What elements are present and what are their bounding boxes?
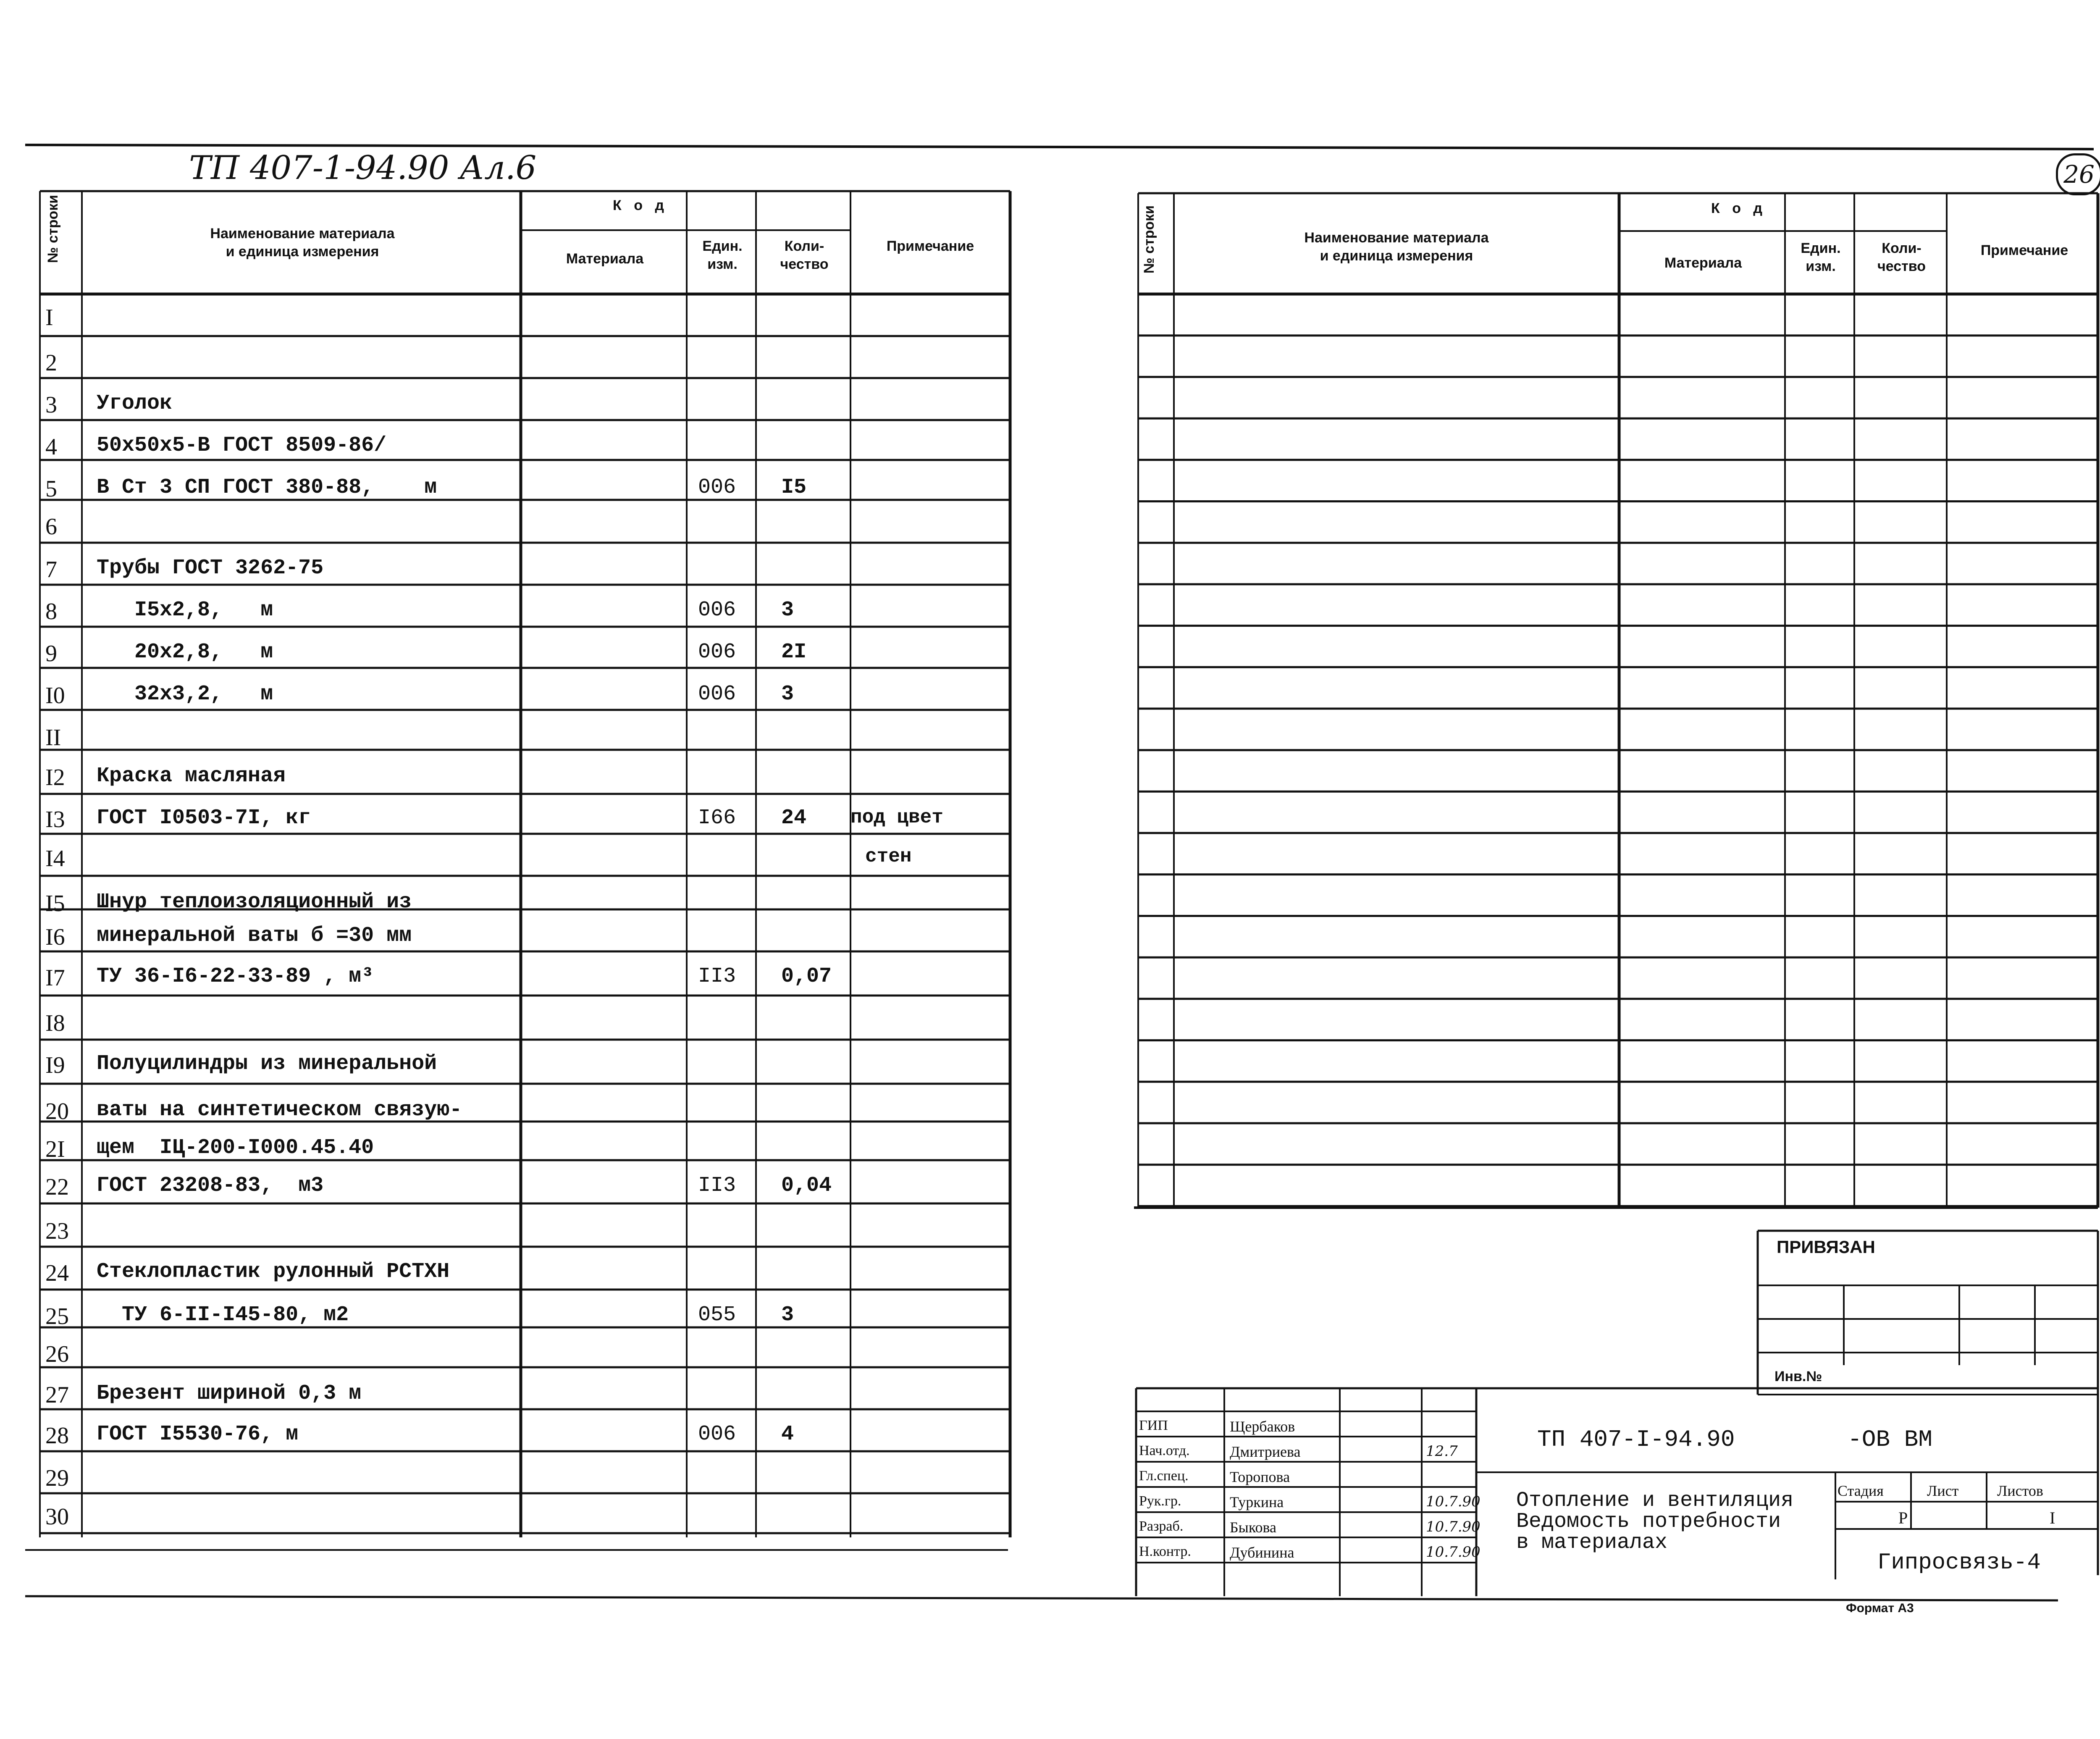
signer-name: Торопова: [1230, 1468, 1290, 1485]
row-qty: 24: [781, 806, 807, 830]
row-number: I7: [45, 965, 65, 991]
row-number: 3: [45, 392, 57, 418]
signer-date: 10.7.90: [1426, 1493, 1480, 1510]
right-header-code: К о д: [1711, 200, 1767, 216]
header-row-number: № строки: [45, 194, 61, 263]
row-name: Уголок: [97, 391, 173, 415]
row-unit: I66: [698, 806, 736, 830]
row-number: 6: [45, 514, 57, 540]
row-name: 50x50x5-В ГОСТ 8509-86/: [97, 433, 387, 457]
row-number: I3: [45, 806, 65, 833]
row-note: стен: [865, 846, 912, 867]
row-unit: 006: [698, 475, 736, 499]
page-top-border: [25, 145, 2094, 149]
row-name: 32x3,2, м: [97, 682, 273, 706]
sheets-value: I: [2050, 1508, 2055, 1527]
row-unit: 006: [698, 640, 736, 664]
page-bottom-border: [25, 1596, 2058, 1600]
row-number: 27: [45, 1382, 69, 1408]
row-name: Стеклопластик рулонный РСТХН: [97, 1260, 450, 1284]
row-name: ТУ 36-I6-22-33-89 , м³: [97, 964, 374, 988]
row-name: I5x2,8, м: [97, 598, 273, 622]
row-number: I2: [45, 764, 65, 791]
right-header-row-number: № строки: [1141, 205, 1157, 274]
document-title: [1516, 1490, 1793, 1553]
row-number: 28: [45, 1423, 69, 1449]
row-name: 20x2,8, м: [97, 640, 273, 664]
row-number: 29: [45, 1465, 69, 1491]
organization: Гипросвязь-4: [1877, 1550, 2041, 1576]
signer-role: Н.контр.: [1139, 1544, 1191, 1559]
header-unit: Един. изм.: [702, 238, 743, 272]
signer-role: Нач.отд.: [1139, 1443, 1190, 1458]
header-note: Примечание: [886, 238, 974, 254]
right-header-material: Материала: [1664, 255, 1742, 271]
row-name: Брезент шириной 0,3 м: [97, 1382, 362, 1405]
row-qty: 0,04: [781, 1174, 832, 1198]
row-qty: 3: [781, 682, 794, 706]
row-name: ГОСТ 23208-83, м3: [97, 1174, 324, 1198]
row-unit: II3: [698, 964, 736, 988]
row-name: Краска масляная: [97, 764, 286, 788]
row-unit: 006: [698, 598, 736, 622]
row-name: В Ст 3 СП ГОСТ 380-88, м: [97, 475, 437, 499]
row-number: 8: [45, 599, 57, 625]
header-qty: Коли- чество: [780, 238, 829, 272]
row-number: 7: [45, 557, 57, 583]
row-number: I4: [45, 846, 65, 872]
page-number: 26: [2063, 160, 2095, 189]
signer-date: 12.7: [1426, 1443, 1458, 1460]
signer-name: Щербаков: [1230, 1418, 1295, 1435]
row-name: минеральной ваты б =30 мм: [97, 924, 412, 948]
row-name: Полуцилиндры из минеральной: [97, 1052, 437, 1076]
row-qty: 3: [781, 1303, 794, 1327]
row-name: щем IЦ-200-I000.45.40: [97, 1136, 374, 1160]
header-code: К о д: [613, 197, 668, 213]
header-name: Наименование материала и единица измерения: [210, 226, 395, 260]
stage-value: Р: [1898, 1508, 1908, 1527]
signer-date: 10.7.90: [1426, 1544, 1480, 1560]
right-header-unit: Един. изм.: [1801, 240, 1841, 274]
row-number: 24: [45, 1260, 69, 1286]
format-label: Формат А3: [1846, 1601, 1914, 1615]
signer-name: Дубинина: [1230, 1544, 1294, 1561]
row-qty: 4: [781, 1422, 794, 1446]
row-number: 9: [45, 641, 57, 667]
row-number: II: [45, 725, 61, 751]
row-name: ГОСТ I5530-76, м: [97, 1422, 299, 1446]
sheet-label: Лист: [1927, 1482, 1959, 1499]
sheet-reference: ТП 407-1-94.90 Ал.6: [189, 149, 537, 187]
row-number: I0: [45, 683, 65, 709]
row-qty: 3: [781, 598, 794, 622]
document-code: ТП 407-I-94.90 -ОВ ВМ: [1537, 1426, 1932, 1453]
row-unit: II3: [698, 1174, 736, 1198]
right-header-note: Примечание: [1980, 242, 2068, 258]
row-name: Шнур теплоизоляционный из: [97, 890, 412, 914]
row-number: I: [45, 305, 53, 331]
signer-role: ГИП: [1139, 1418, 1168, 1433]
row-number: 2I: [45, 1136, 65, 1162]
title-line-3: в материалах: [1516, 1531, 1668, 1555]
right-header-qty: Коли- чество: [1877, 240, 1926, 274]
title-line-2: Ведомость потребности: [1516, 1510, 1781, 1534]
row-number: I5: [45, 891, 65, 917]
stage-label: Стадия: [1838, 1482, 1884, 1499]
signer-date: 10.7.90: [1426, 1518, 1480, 1535]
signer-name: Быкова: [1230, 1519, 1277, 1536]
header-material: Материала: [566, 251, 644, 267]
row-qty: 0,07: [781, 964, 832, 988]
row-number: 20: [45, 1098, 69, 1124]
row-number: 23: [45, 1218, 69, 1244]
row-number: 30: [45, 1504, 69, 1530]
row-unit: 055: [698, 1303, 736, 1327]
row-number: 2: [45, 350, 57, 376]
right-header-name: Наименование материала и единица измерения: [1304, 230, 1489, 264]
row-unit: 006: [698, 1422, 736, 1446]
row-number: I8: [45, 1010, 65, 1036]
row-qty: 2I: [781, 640, 807, 664]
row-name: ваты на синтетическом связую-: [97, 1098, 462, 1122]
row-unit: 006: [698, 682, 736, 706]
row-number: 25: [45, 1303, 69, 1329]
signer-role: Разраб.: [1139, 1518, 1184, 1534]
signer-name: Дмитриева: [1230, 1443, 1301, 1460]
signer-name: Туркина: [1230, 1494, 1284, 1510]
row-name: ТУ 6-II-I45-80, м2: [97, 1303, 349, 1327]
privyazan-title: ПРИВЯЗАН: [1777, 1237, 1875, 1257]
row-number: 26: [45, 1341, 69, 1367]
row-number: I6: [45, 924, 65, 950]
sheets-label: Листов: [1997, 1482, 2043, 1499]
row-note: под цвет: [850, 806, 943, 828]
row-qty: I5: [781, 475, 807, 499]
row-number: 22: [45, 1174, 69, 1200]
row-number: 4: [45, 434, 57, 460]
signer-role: Рук.гр.: [1139, 1493, 1181, 1509]
row-number: I9: [45, 1052, 65, 1078]
row-number: 5: [45, 476, 57, 502]
row-name: ГОСТ I0503-7I, кг: [97, 806, 311, 830]
title-line-1: Отопление и вентиляция: [1516, 1489, 1794, 1513]
row-name: Трубы ГОСТ 3262-75: [97, 556, 324, 580]
signer-role: Гл.спец.: [1139, 1468, 1189, 1484]
inventory-label: Инв.№: [1774, 1369, 1822, 1384]
